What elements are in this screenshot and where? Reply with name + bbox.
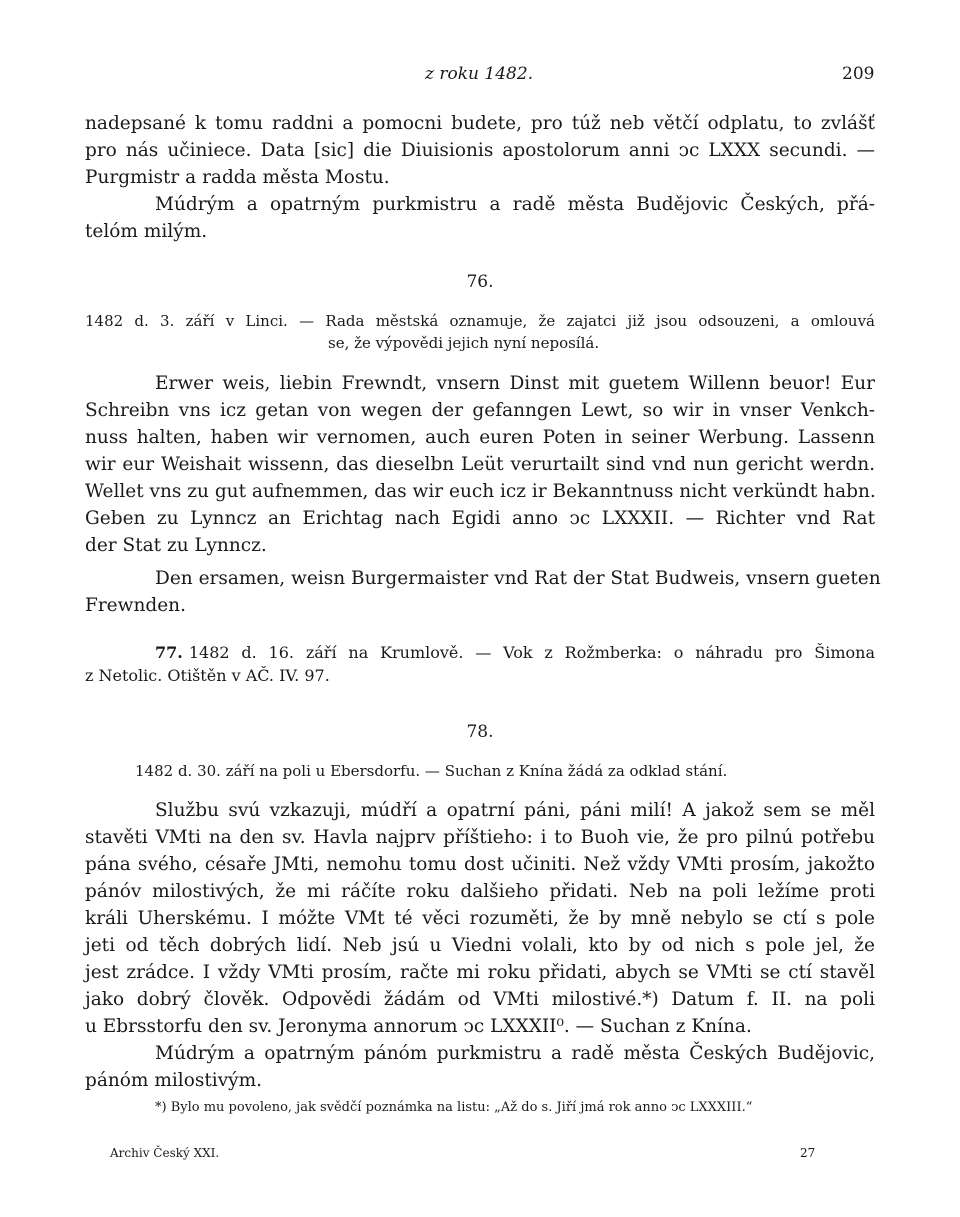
letter-text-line: stavěti VMti na den sv. Havla najprv příštieho: i to Buoh vie, že pro pilnú potřebu: [85, 827, 875, 848]
letter-regest: 1482 d. 30. září na poli u Ebersdorfu. — Suchan z Knína žádá za odklad stání.: [135, 762, 728, 780]
intro-line: pro nás učiniece. Data [sic] die Diuisionis apostolorum anni ↄc LXXX secundi. —: [85, 140, 875, 161]
letter-text-line: pána svého, césaře JMti, nemohu tomu dost učiniti. Než vždy VMti prosím, jakožto: [85, 854, 875, 875]
intro-line: nadepsané k tomu raddni a pomocni budete, pro túž neb větčí odplatu, to zvlášť: [85, 113, 875, 134]
letter-text-line: pánóv milostivých, že mi ráčíte roku dalšieho přidati. Neb na poli ležíme proti: [85, 881, 875, 902]
letter-text-line: jako dobrý člověk. Odpovědi žádám od VMti milostivé.*) Datum f. II. na poli: [85, 989, 875, 1010]
footer-sheet-number: 27: [800, 1146, 816, 1160]
letter-text-line: Erwer weis, liebin Frewndt, vnsern Dinst mit guetem Willenn beuor! Eur: [155, 373, 875, 394]
letter-address-line: Múdrým a opatrným pánóm purkmistru a radě města Českých Budějovic,: [155, 1043, 875, 1064]
page-number: 209: [842, 64, 875, 84]
letter-number: 77.: [155, 643, 183, 662]
letter-regest: z Netolic. Otištěn v AČ. IV. 97.: [85, 666, 330, 685]
letter-text-line: jeti od těch dobrých lidí. Neb jsú u Viedni volali, kto by od nich s pole jel, že: [85, 935, 875, 956]
letter-text-line: wir eur Weishait wissenn, das dieselbn Leüt verurtailt sind vnd nun gericht werdn.: [85, 454, 875, 475]
letter-regest: se, že výpovědi jejich nyní neposílá.: [328, 334, 600, 352]
letter-regest: 1482 d. 16. září na Krumlově. — Vok z Rožmberka: o náhradu pro Šimona: [188, 643, 875, 662]
letter-text-line: u Ebrsstorfu den sv. Jeronyma annorum ↄc LXXXII⁰. — Suchan z Knína.: [85, 1016, 752, 1037]
letter-77-line1: [155, 642, 875, 664]
letter-text-line: Schreibn vns icz getan von wegen der gefanngen Lewt, so wir in vnser Venkch-: [85, 400, 875, 421]
letter-text-line: nuss halten, haben wir vernomen, auch euren Poten in seiner Werbung. Lassenn: [85, 427, 875, 448]
intro-line: Purgmistr a radda města Mostu.: [85, 167, 390, 188]
footnote: *) Bylo mu povoleno, jak svědčí poznámka na listu: „Až do s. Jiří jmá rok anno ↄc LXXXIII.“: [155, 1100, 753, 1115]
letter-text-line: jest zrádce. I vždy VMti prosím, račte mi roku přidati, abych se VMti se ctí stavěl: [85, 962, 875, 983]
running-title: z roku 1482.: [425, 64, 534, 84]
letter-text-line: Službu svú vzkazuji, múdří a opatrní páni, páni milí! A jakož sem se měl: [155, 800, 875, 821]
letter-text-line: Geben zu Lynncz an Erichtag nach Egidi anno ↄc LXXXII. — Richter vnd Rat: [85, 508, 875, 529]
letter-address-line: pánóm milostivým.: [85, 1070, 263, 1091]
letter-address-line: Frewnden.: [85, 595, 186, 616]
letter-text-line: der Stat zu Lynncz.: [85, 535, 267, 556]
letter-number: 78.: [466, 722, 494, 742]
letter-text-line: Wellet vns zu gut aufnemmen, das wir euch icz ir Bekanntnuss nicht verkündt habn.: [85, 481, 876, 502]
intro-address-line: Múdrým a opatrným purkmistru a radě města Budějovic Českých, přá-: [155, 194, 875, 215]
letter-address-line: Den ersamen, weisn Burgermaister vnd Rat der Stat Budweis, vnsern gueten: [155, 568, 881, 589]
intro-address-line: telóm milým.: [85, 221, 208, 242]
letter-number: 76.: [466, 272, 494, 292]
footer-signature: Archiv Český XXI.: [110, 1146, 220, 1160]
letter-regest: 1482 d. 3. září v Linci. — Rada městská oznamuje, že zajatci již jsou odsouzeni, a omlouvá: [85, 312, 875, 330]
letter-text-line: králi Uherskému. I móžte VMt té věci rozuměti, že by mně nebylo se ctí s pole: [85, 908, 875, 929]
